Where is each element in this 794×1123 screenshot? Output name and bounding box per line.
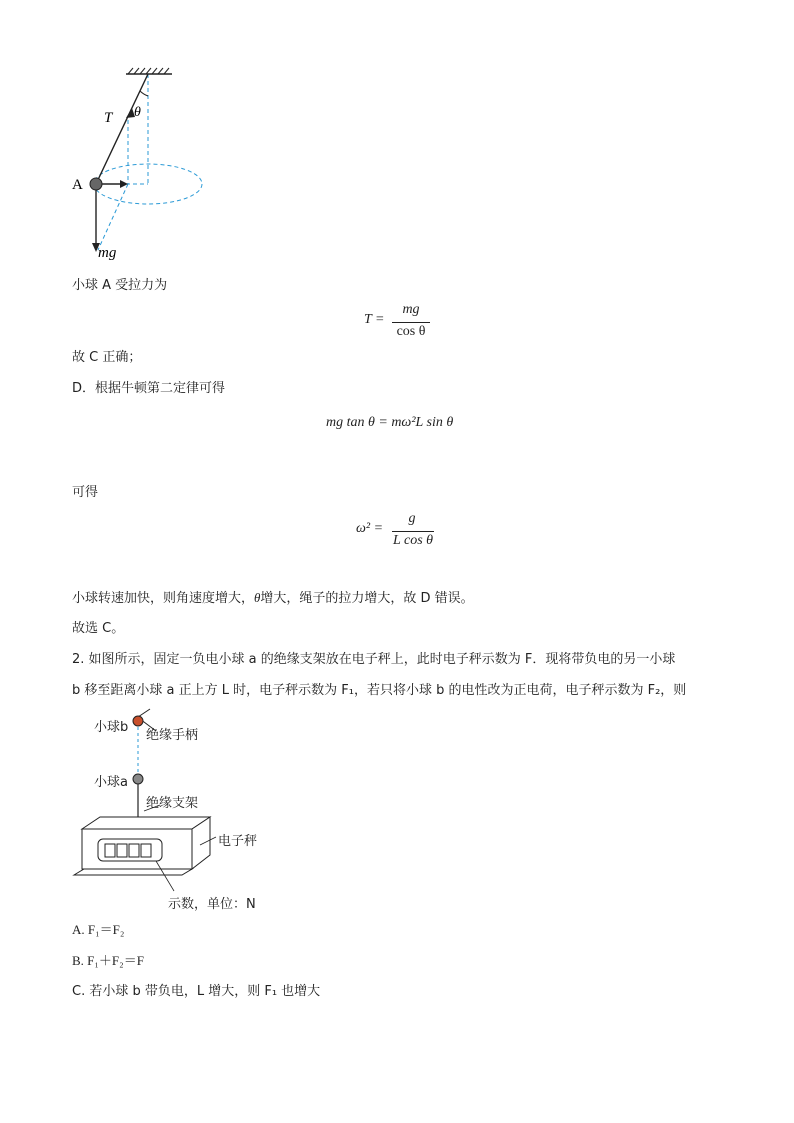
- text-line-5: [72, 589, 474, 608]
- eq1-lhs: T =: [364, 312, 385, 327]
- pendulum-figure: [60, 60, 220, 270]
- label-handle: 绝缘手柄: [146, 728, 199, 743]
- equation-newton: mg tan θ = mω²L sin θ: [326, 415, 454, 430]
- label-T: T: [104, 110, 113, 126]
- equation-omega: [356, 511, 446, 555]
- option-C: C. 若小球 b 带负电，L 增大，则 F₁ 也增大: [72, 984, 321, 999]
- ceiling-hatch: [128, 68, 169, 74]
- string: [96, 74, 148, 184]
- eq1-numerator: mg: [402, 302, 420, 317]
- label-A: A: [72, 177, 83, 193]
- label-mg: mg: [98, 245, 117, 261]
- insulating-handle: [138, 709, 150, 717]
- eq3-lhs: ω² =: [356, 521, 384, 536]
- ball-A: [90, 178, 102, 190]
- label-stand: 绝缘支架: [146, 796, 199, 811]
- eq3-fraction-bar: [392, 531, 434, 532]
- label-theta: θ: [134, 105, 141, 120]
- option-B: B. F₁＋F₂＝F: [72, 953, 144, 968]
- text-line-6: 故选 C。: [72, 621, 125, 636]
- text-line-2: 故 C 正确；: [72, 350, 142, 365]
- option-A: A. F₁＝F₂: [72, 922, 125, 937]
- eq1-denominator: cos θ: [396, 324, 426, 339]
- equation-tension: [364, 302, 444, 346]
- text-line-5b: 增大，绳子的拉力增大，故 D 错误。: [260, 591, 474, 606]
- scale-top: [82, 817, 210, 829]
- text-line-1: 小球 A 受拉力为: [72, 278, 168, 293]
- text-line-5a: 小球转速加快，则角速度增大，: [72, 591, 255, 606]
- question-2-line-1: 2. 如图所示，固定一负电小球 a 的绝缘支架放在电子秤上，此时电子秤示数为 F．现将带负电的另一小球: [72, 652, 676, 667]
- question-2-line-2: b 移至距离小球 a 正上方 L 时，电子秤示数为 F₁，若只将小球 b 的电性改为正电荷，电子秤示数为 F₂，则: [72, 683, 687, 698]
- label-scale: 电子秤: [218, 834, 258, 849]
- ball-a: [133, 774, 143, 784]
- eq3-denominator: L cos θ: [392, 533, 434, 548]
- label-ball-a: 小球a: [94, 775, 128, 790]
- label-reading: 示数，单位：N: [168, 897, 256, 912]
- display-panel: [98, 839, 162, 861]
- ball-b: [133, 716, 143, 726]
- text-line-4: 可得: [72, 485, 99, 500]
- text-line-5-theta: θ: [254, 590, 261, 605]
- label-ball-b: 小球b: [94, 720, 129, 735]
- eq1-fraction-bar: [392, 322, 430, 323]
- text-line-3: D．根据牛顿第二定律可得: [72, 381, 226, 396]
- angle-arc: [140, 91, 148, 96]
- eq3-numerator: g: [408, 511, 416, 526]
